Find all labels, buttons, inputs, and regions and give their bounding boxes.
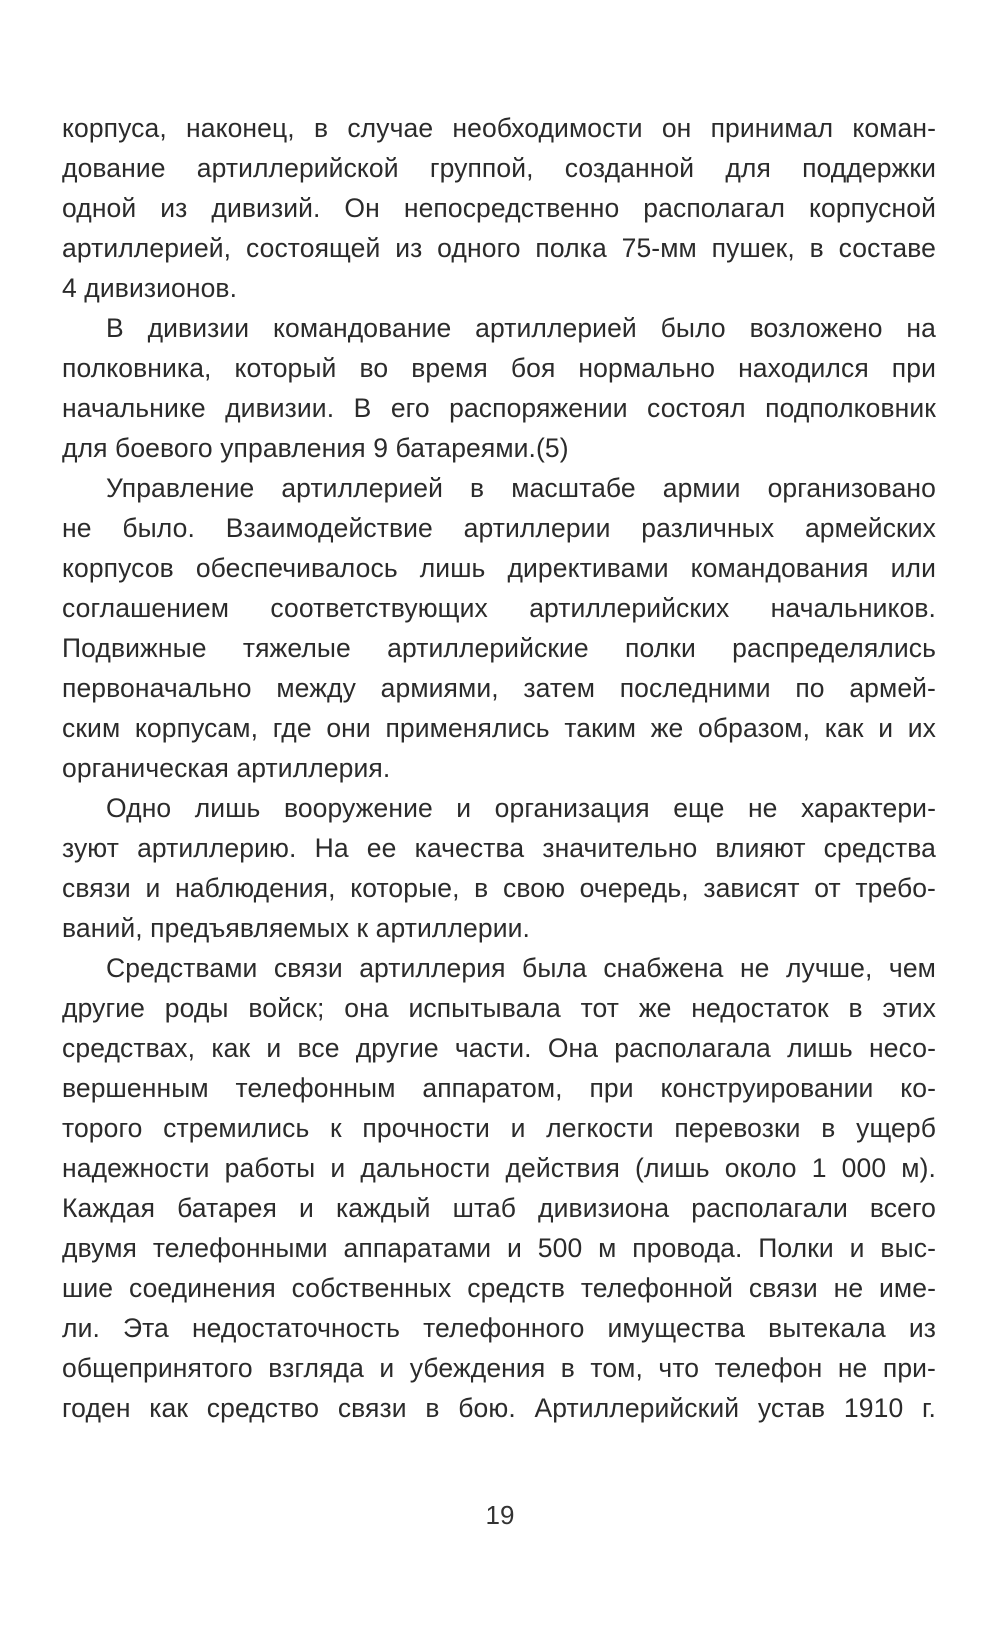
page-number: 19 [485,1500,515,1530]
text-line: другие роды войск; она испытывала тот же недостаток в этих [62,993,936,1023]
text-line: шие соединения собственных средств телефонной связи не име- [62,1273,936,1303]
text-line: для боевого управления 9 батареями.(5) [62,433,569,463]
text-line: ским корпусам, где они применялись таким же образом, как и их [62,713,936,743]
text-line: корпуса, наконец, в случае необходимости он принимал коман- [62,113,936,143]
text-line: ваний, предъявляемых к артиллерии. [62,913,530,943]
text-line: артиллерией, состоящей из одного полка 75-мм пушек, в составе [62,233,936,263]
text-line: надежности работы и дальности действия (лишь около 1 000 м). [62,1153,936,1183]
text-line: Каждая батарея и каждый штаб дивизиона располагали всего [62,1193,936,1223]
paragraph-5 [62,948,936,1428]
text-line: полковника, который во время боя нормально находился при [62,353,936,383]
page-body [62,108,936,1428]
text-line: соглашением соответствующих артиллерийских начальников. [62,593,936,623]
text-line: зуют артиллерию. На ее качества значительно влияют средства [62,833,936,863]
text-line: торого стремились к прочности и легкости перевозки в ущерб [62,1113,936,1143]
text-line: общепринятого взгляда и убеждения в том, что телефон не при- [62,1353,936,1383]
text-line: средствах, как и все другие части. Она располагала лишь несо- [62,1033,936,1063]
text-line: ли. Эта недостаточность телефонного имущества вытекала из [62,1313,936,1343]
text-line: 4 дивизионов. [62,273,238,303]
text-line: не было. Взаимодействие артиллерии различных армейских [62,513,936,543]
text-line: органическая артиллерия. [62,753,391,783]
text-line: дование артиллерийской группой, созданной для поддержки [62,153,936,183]
text-line: первоначально между армиями, затем последними по армей- [62,673,936,703]
text-line: годен как средство связи в бою. Артиллерийский устав 1910 г. [62,1393,936,1423]
text-line: Средствами связи артиллерия была снабжена не лучше, чем [106,953,936,983]
text-line: двумя телефонными аппаратами и 500 м провода. Полки и выс- [62,1233,936,1263]
text-line: Подвижные тяжелые артиллерийские полки распределялись [62,633,936,663]
paragraph-3 [62,468,936,788]
text-line: вершенным телефонным аппаратом, при конструировании ко- [62,1073,936,1103]
text-line: Управление артиллерией в масштабе армии организовано [106,473,936,503]
text-line: одной из дивизий. Он непосредственно располагал корпусной [62,193,936,223]
text-line: корпусов обеспечивалось лишь директивами командования или [62,553,936,583]
text-line: Одно лишь вооружение и организация еще не характери- [106,793,936,823]
paragraph-1 [62,108,936,308]
text-line: В дивизии командование артиллерией было возложено на [106,313,936,343]
text-line: связи и наблюдения, которые, в свою очередь, зависят от требо- [62,873,936,903]
text-line: начальнике дивизии. В его распоряжении состоял подполковник [62,393,936,423]
paragraph-2 [62,308,936,468]
paragraph-4 [62,788,936,948]
